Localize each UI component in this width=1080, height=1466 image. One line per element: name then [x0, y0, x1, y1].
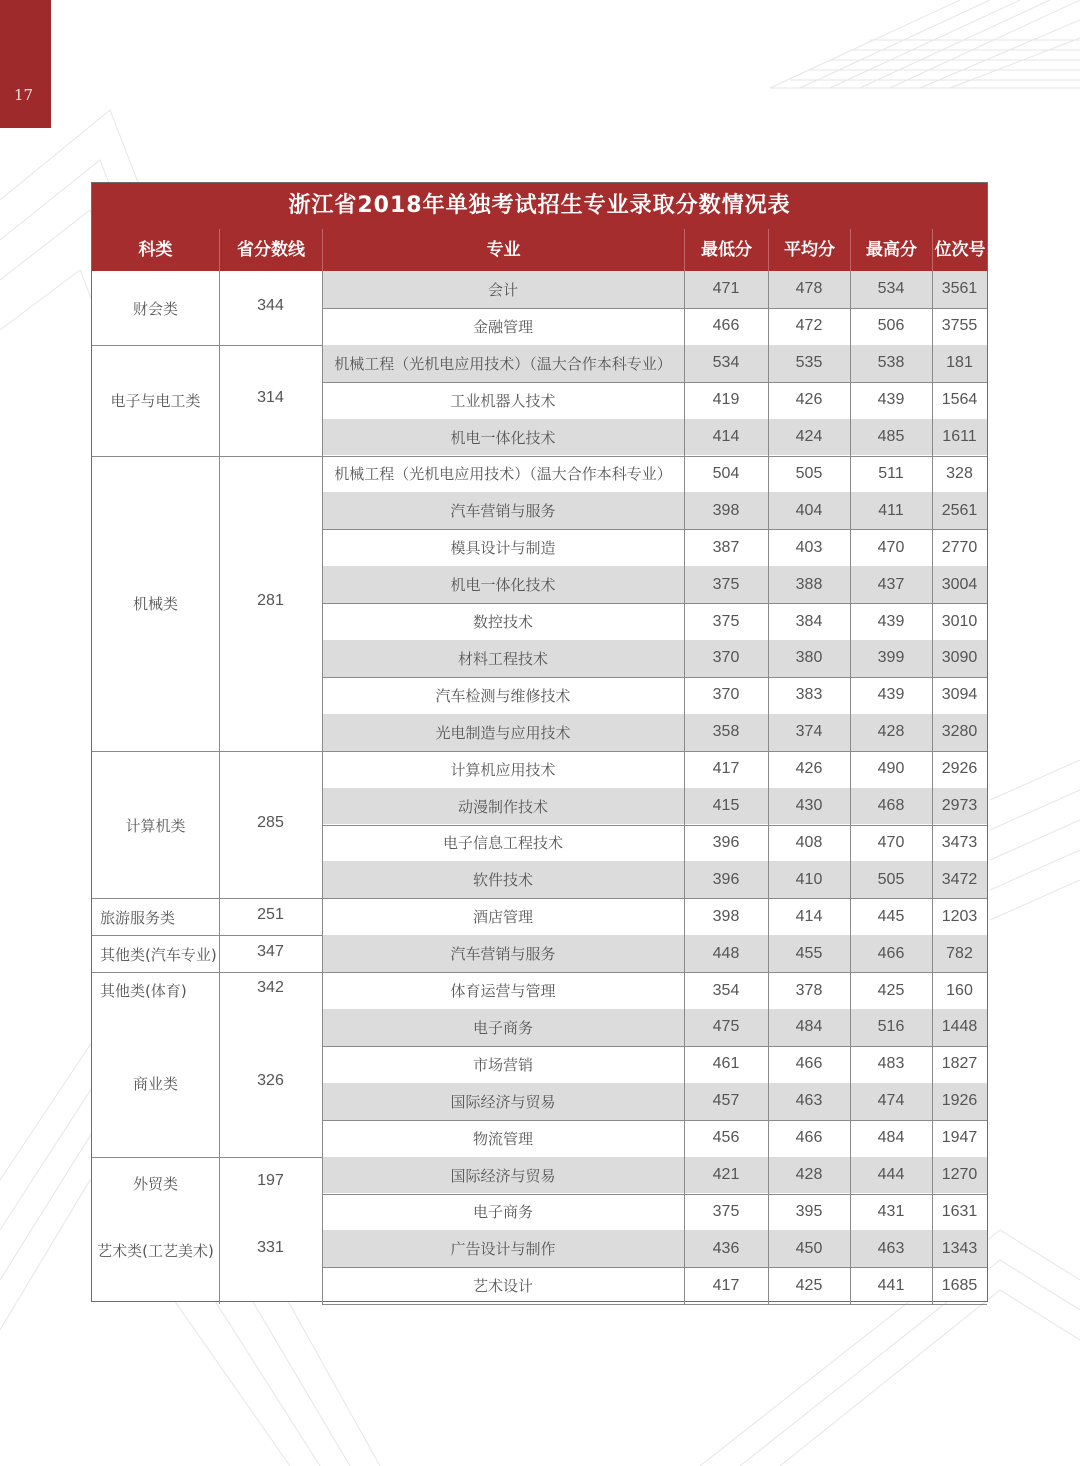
min-score-cell: 419: [712, 391, 740, 409]
major-cell: 计算机应用技术: [450, 760, 556, 779]
column-divider: [932, 271, 933, 1304]
max-score-cell: 468: [877, 797, 905, 815]
rank-cell: 782: [946, 944, 973, 962]
major-cell: 国际经济与贸易: [450, 1166, 556, 1185]
rank-cell: 3473: [941, 833, 978, 851]
admission-score-table: [91, 182, 988, 1302]
header-category: 科类: [92, 229, 219, 271]
header-rank: 位次号: [932, 229, 987, 271]
min-score-cell: 370: [712, 649, 740, 667]
province-line-cell: 344: [257, 296, 284, 314]
max-score-cell: 470: [877, 538, 905, 556]
page-number-tab: [0, 0, 51, 128]
max-score-cell: 439: [877, 686, 905, 704]
max-score-cell: 445: [877, 907, 905, 925]
major-cell: 工业机器人技术: [450, 391, 556, 410]
min-score-cell: 471: [712, 280, 740, 298]
avg-score-cell: 463: [795, 1092, 823, 1110]
max-score-cell: 534: [877, 280, 905, 298]
avg-score-cell: 380: [795, 649, 823, 667]
rank-cell: 1203: [941, 907, 978, 925]
major-cell: 广告设计与制作: [450, 1240, 556, 1259]
max-score-cell: 439: [877, 612, 905, 630]
avg-score-cell: 403: [795, 538, 823, 556]
max-score-cell: 428: [877, 723, 905, 741]
max-score-cell: 431: [877, 1202, 905, 1220]
min-score-cell: 534: [712, 354, 740, 372]
min-score-cell: 414: [712, 428, 740, 446]
province-line-cell: 331: [257, 1239, 284, 1257]
major-cell: 电子商务: [472, 1018, 533, 1037]
header-min-score: 最低分: [684, 229, 768, 271]
min-score-cell: 375: [712, 1202, 740, 1220]
header-province-line: 省分数线: [219, 229, 322, 271]
max-score-cell: 484: [877, 1129, 905, 1147]
category-cell: 外贸类: [132, 1174, 178, 1193]
avg-score-cell: 428: [795, 1166, 823, 1184]
province-line-cell: 281: [257, 592, 284, 610]
max-score-cell: 441: [877, 1276, 905, 1294]
major-cell: 汽车营销与服务: [450, 502, 556, 521]
major-cell: 机械工程（光机电应用技术）（温大合作本科专业）: [334, 354, 672, 373]
max-score-cell: 439: [877, 391, 905, 409]
major-cell: 电子信息工程技术: [442, 834, 563, 853]
major-cell: 模具设计与制造: [450, 539, 556, 558]
rank-cell: 181: [946, 354, 973, 372]
avg-score-cell: 535: [795, 354, 823, 372]
max-score-cell: 437: [877, 575, 905, 593]
min-score-cell: 387: [712, 538, 740, 556]
rank-cell: 1685: [941, 1276, 978, 1294]
rank-cell: 3755: [941, 317, 978, 335]
avg-score-cell: 414: [795, 907, 823, 925]
min-score-cell: 417: [712, 1276, 740, 1294]
rank-cell: 3472: [941, 870, 978, 888]
row-divider: [322, 1304, 987, 1305]
max-score-cell: 485: [877, 428, 905, 446]
category-cell: 商业类: [132, 1074, 178, 1093]
group-divider: [92, 751, 322, 752]
min-score-cell: 358: [712, 723, 740, 741]
major-cell: 艺术设计: [472, 1277, 533, 1296]
min-score-cell: 456: [712, 1129, 740, 1147]
rank-cell: 3090: [941, 649, 978, 667]
avg-score-cell: 395: [795, 1202, 823, 1220]
avg-score-cell: 378: [795, 981, 823, 999]
group-divider: [92, 1157, 322, 1158]
avg-score-cell: 384: [795, 612, 823, 630]
rank-cell: 2926: [941, 760, 978, 778]
max-score-cell: 511: [878, 464, 904, 482]
major-cell: 会计: [487, 280, 518, 299]
max-score-cell: 538: [877, 354, 905, 372]
max-score-cell: 444: [877, 1166, 905, 1184]
major-cell: 材料工程技术: [457, 649, 548, 668]
table-title: 浙江省2018年单独考试招生专业录取分数情况表: [92, 183, 987, 229]
min-score-cell: 461: [712, 1055, 740, 1073]
major-cell: 国际经济与贸易: [450, 1092, 556, 1111]
province-line-cell: 251: [257, 905, 284, 923]
category-cell: 旅游服务类: [100, 908, 176, 927]
min-score-cell: 457: [712, 1092, 740, 1110]
major-cell: 汽车检测与维修技术: [435, 686, 571, 705]
min-score-cell: 475: [712, 1018, 740, 1036]
avg-score-cell: 424: [795, 428, 823, 446]
min-score-cell: 354: [712, 981, 740, 999]
major-cell: 酒店管理: [472, 908, 533, 927]
major-cell: 物流管理: [472, 1129, 533, 1148]
rank-cell: 2973: [941, 797, 978, 815]
category-cell: 财会类: [132, 299, 178, 318]
min-score-cell: 370: [712, 686, 740, 704]
min-score-cell: 466: [712, 317, 740, 335]
province-line-cell: 314: [257, 389, 284, 407]
group-divider: [92, 898, 322, 899]
min-score-cell: 398: [712, 501, 740, 519]
province-line-cell: 342: [257, 979, 284, 997]
rank-cell: 1947: [941, 1129, 978, 1147]
province-line-cell: 326: [257, 1071, 284, 1089]
max-score-cell: 425: [877, 981, 905, 999]
avg-score-cell: 484: [795, 1018, 823, 1036]
rank-cell: 1564: [941, 391, 978, 409]
max-score-cell: 483: [877, 1055, 905, 1073]
major-cell: 光电制造与应用技术: [435, 723, 571, 742]
avg-score-cell: 478: [795, 280, 823, 298]
category-cell: 艺术类(工艺美术): [97, 1242, 214, 1261]
major-cell: 软件技术: [472, 871, 533, 890]
max-score-cell: 466: [877, 944, 905, 962]
max-score-cell: 474: [877, 1092, 905, 1110]
avg-score-cell: 455: [795, 944, 823, 962]
major-cell: 机械工程（光机电应用技术）（温大合作本科专业）: [334, 465, 672, 484]
province-line-cell: 347: [257, 942, 284, 960]
rank-cell: 1827: [941, 1055, 978, 1073]
min-score-cell: 415: [712, 797, 740, 815]
major-cell: 电子商务: [472, 1203, 533, 1222]
category-cell: 其他类(体育): [100, 982, 187, 1001]
category-cell: 机械类: [132, 595, 178, 614]
avg-score-cell: 408: [795, 833, 823, 851]
group-divider: [92, 456, 322, 457]
rank-cell: 1631: [941, 1202, 978, 1220]
province-line-cell: 285: [257, 813, 284, 831]
major-cell: 汽车营销与服务: [450, 945, 556, 964]
rank-cell: 2770: [941, 538, 978, 556]
avg-score-cell: 426: [795, 391, 823, 409]
rank-cell: 1611: [942, 428, 977, 446]
avg-score-cell: 410: [795, 870, 823, 888]
rank-cell: 2561: [941, 501, 978, 519]
min-score-cell: 421: [712, 1166, 740, 1184]
major-cell: 体育运营与管理: [450, 982, 556, 1001]
min-score-cell: 436: [712, 1239, 740, 1257]
page-number: 17: [14, 86, 34, 104]
max-score-cell: 505: [877, 870, 905, 888]
rank-cell: 1270: [941, 1166, 978, 1184]
avg-score-cell: 426: [795, 760, 823, 778]
major-cell: 金融管理: [472, 317, 533, 336]
rank-cell: 3010: [941, 612, 978, 630]
avg-score-cell: 425: [795, 1276, 823, 1294]
major-cell: 数控技术: [472, 613, 533, 632]
min-score-cell: 504: [712, 464, 740, 482]
province-line-cell: 197: [257, 1171, 284, 1189]
group-divider: [92, 935, 322, 936]
rank-cell: 3094: [941, 686, 978, 704]
min-score-cell: 396: [712, 870, 740, 888]
major-cell: 动漫制作技术: [457, 797, 548, 816]
avg-score-cell: 450: [795, 1239, 823, 1257]
category-cell: 计算机类: [125, 816, 186, 835]
category-cell: 其他类(汽车专业): [100, 945, 217, 964]
avg-score-cell: 430: [795, 797, 823, 815]
column-divider: [322, 271, 323, 1304]
rank-cell: 1448: [941, 1018, 978, 1036]
rank-cell: 1343: [941, 1239, 978, 1257]
avg-score-cell: 374: [795, 723, 823, 741]
column-divider: [768, 271, 769, 1304]
avg-score-cell: 466: [795, 1129, 823, 1147]
rank-cell: 3004: [941, 575, 978, 593]
rank-cell: 1926: [941, 1092, 978, 1110]
max-score-cell: 516: [877, 1018, 905, 1036]
major-cell: 市场营销: [472, 1055, 533, 1074]
avg-score-cell: 472: [795, 317, 823, 335]
major-cell: 机电一体化技术: [450, 576, 556, 595]
group-divider: [92, 972, 322, 973]
min-score-cell: 398: [712, 907, 740, 925]
column-divider: [219, 271, 220, 1304]
max-score-cell: 411: [878, 501, 904, 519]
max-score-cell: 506: [877, 317, 905, 335]
rank-cell: 3561: [941, 280, 978, 298]
header-major: 专业: [322, 229, 684, 271]
min-score-cell: 448: [712, 944, 740, 962]
min-score-cell: 417: [712, 760, 740, 778]
avg-score-cell: 505: [795, 464, 823, 482]
column-divider: [850, 271, 851, 1304]
max-score-cell: 490: [877, 760, 905, 778]
avg-score-cell: 466: [795, 1055, 823, 1073]
max-score-cell: 463: [877, 1239, 905, 1257]
group-divider: [92, 345, 322, 346]
min-score-cell: 375: [712, 612, 740, 630]
avg-score-cell: 383: [795, 686, 823, 704]
avg-score-cell: 404: [795, 501, 823, 519]
major-cell: 机电一体化技术: [450, 428, 556, 447]
column-divider: [684, 271, 685, 1304]
rank-cell: 328: [946, 464, 973, 482]
max-score-cell: 470: [877, 833, 905, 851]
max-score-cell: 399: [877, 649, 905, 667]
header-avg-score: 平均分: [768, 229, 850, 271]
avg-score-cell: 388: [795, 575, 823, 593]
min-score-cell: 375: [712, 575, 740, 593]
header-max-score: 最高分: [850, 229, 932, 271]
category-cell: 电子与电工类: [110, 392, 201, 411]
rank-cell: 160: [946, 981, 973, 999]
min-score-cell: 396: [712, 833, 740, 851]
rank-cell: 3280: [941, 723, 978, 741]
